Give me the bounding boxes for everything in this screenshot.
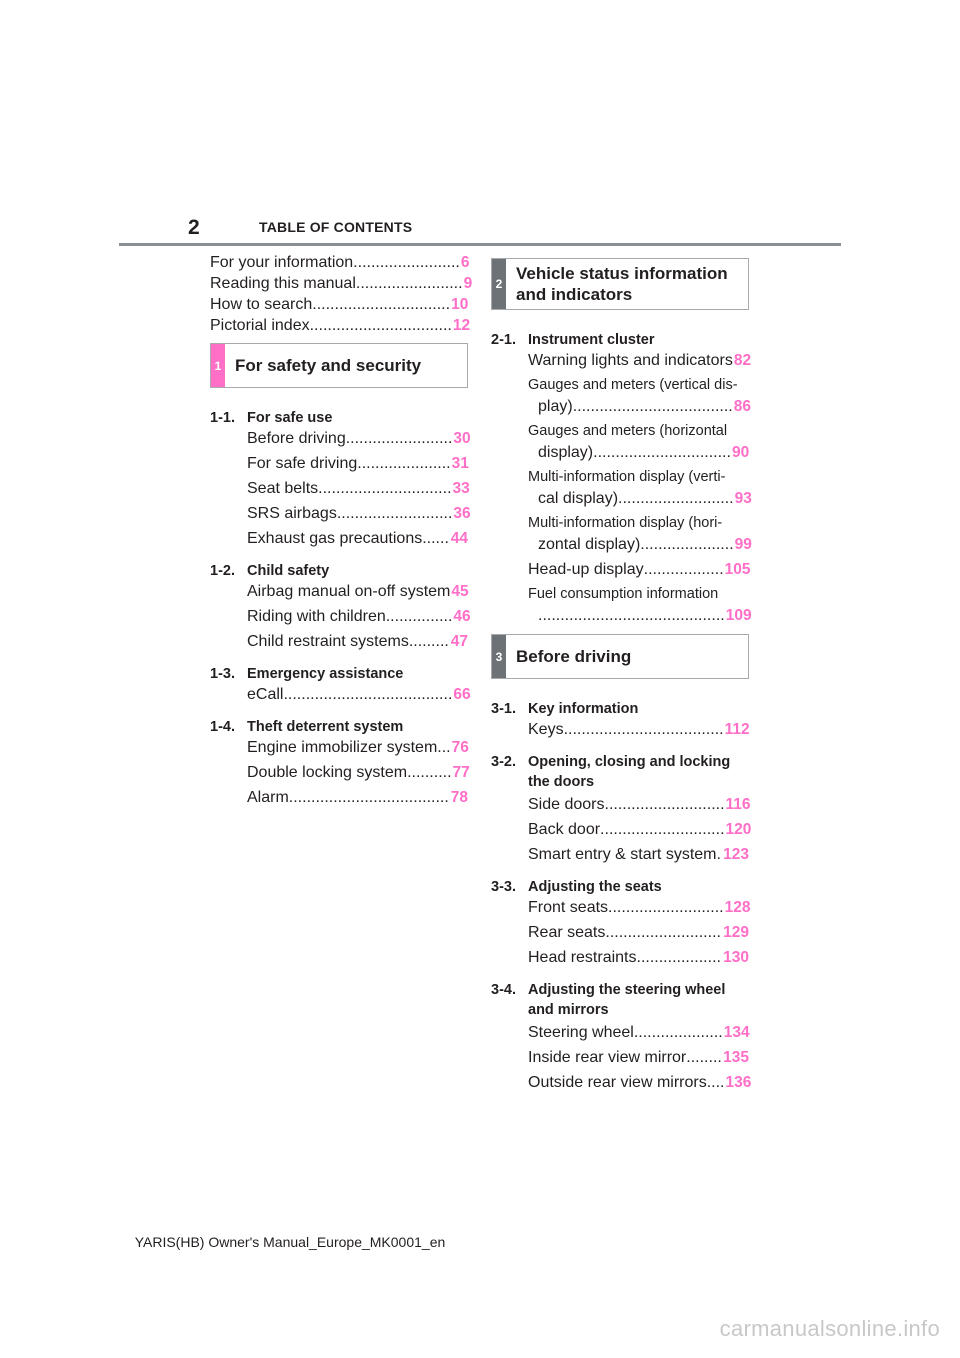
toc-entry[interactable]	[528, 1074, 752, 1095]
toc-entry[interactable]	[247, 530, 468, 551]
toc-leader-dots: ........	[686, 1049, 722, 1066]
toc-page-link[interactable]: 45	[451, 583, 469, 600]
toc-leader-dots: ....................	[633, 1024, 723, 1041]
toc-entry-line[interactable]	[528, 721, 749, 742]
subsection-title: Theft deterrent system	[247, 719, 404, 735]
toc-page-link[interactable]: 6	[460, 254, 470, 271]
toc-entry-line[interactable]	[528, 924, 749, 945]
subsection-number: 2-1.	[491, 332, 516, 348]
subsection-number: 1-2.	[210, 563, 235, 579]
toc-entry-label: Before driving	[247, 430, 346, 447]
toc-entry[interactable]	[247, 455, 468, 476]
toc-leader-dots: .....................	[357, 455, 451, 472]
toc-entry-label: Child restraint systems	[247, 633, 409, 650]
toc-entry[interactable]	[528, 899, 749, 920]
toc-page-link[interactable]: 134	[723, 1024, 750, 1041]
section-header-3	[491, 634, 749, 679]
toc-entry-label-line1: Multi-information display (verti-	[528, 469, 726, 485]
toc-entry-label: zontal display)	[538, 536, 641, 553]
toc-leader-dots: ........................	[355, 275, 463, 292]
toc-leader-dots: ....................................	[572, 398, 733, 415]
toc-page-link[interactable]: 10	[451, 296, 469, 313]
toc-entry-line[interactable]	[247, 583, 468, 604]
toc-entry-line[interactable]	[247, 505, 471, 526]
toc-entry-line[interactable]	[528, 490, 752, 511]
section-tab: 2	[492, 259, 506, 309]
toc-page-link[interactable]: 120	[725, 821, 752, 838]
running-head: TABLE OF CONTENTS	[259, 219, 413, 235]
toc-entry-line[interactable]	[528, 536, 752, 557]
toc-page-link[interactable]: 9	[463, 275, 473, 292]
toc-page-link[interactable]: 30	[453, 430, 471, 447]
toc-entry[interactable]	[528, 949, 749, 970]
toc-leader-dots: .....................	[640, 536, 734, 553]
toc-entry-label: Back door	[528, 821, 601, 838]
toc-entry-line[interactable]	[528, 949, 749, 970]
toc-page-link[interactable]: 93	[734, 490, 752, 507]
toc-entry-line[interactable]	[528, 561, 749, 582]
subsection-number: 1-4.	[210, 719, 235, 735]
toc-entry-line[interactable]	[528, 1074, 752, 1095]
subsection-number: 3-3.	[491, 879, 516, 895]
page-number: 2	[188, 216, 200, 239]
toc-entry-line[interactable]	[528, 821, 752, 842]
front-matter-entry[interactable]	[210, 296, 468, 317]
toc-leader-dots: ...............................	[312, 296, 451, 313]
subsection-title: Adjusting the steering wheel and mirrors	[528, 982, 726, 1018]
toc-page-link[interactable]: 44	[450, 530, 468, 547]
toc-entry-label: Steering wheel	[528, 1024, 634, 1041]
subsection-entries	[528, 1024, 752, 1095]
toc-entry-label: Head-up display	[528, 561, 644, 578]
toc-entry[interactable]	[528, 377, 749, 419]
toc-leader-dots: ........................	[345, 430, 453, 447]
toc-entry-label: Keys	[528, 721, 564, 738]
toc-entry[interactable]	[528, 1024, 749, 1045]
subsection-heading	[210, 664, 468, 686]
subsection-title: Child safety	[247, 563, 330, 579]
subsection-number: 1-3.	[210, 666, 235, 682]
toc-page-link[interactable]: 46	[453, 608, 471, 625]
toc-entry-label: play)	[538, 398, 573, 415]
toc-entry-label: Warning lights and indicators	[528, 352, 733, 369]
toc-entry[interactable]	[528, 515, 752, 557]
toc-entry-line[interactable]	[247, 764, 468, 785]
toc-entry-label: Reading this manual	[210, 275, 356, 292]
toc-entry[interactable]	[247, 686, 471, 707]
subsection-entries	[247, 583, 471, 654]
subsection-title: Opening, closing and locking the doors	[528, 754, 731, 790]
toc-entry-line[interactable]	[528, 899, 749, 920]
toc-entry-line[interactable]	[528, 1049, 749, 1070]
toc-leader-dots: ......	[422, 530, 449, 547]
section-title: Vehicle status information and indicators	[516, 264, 728, 304]
toc-leader-dots: ...........................	[604, 796, 725, 813]
toc-entry-label: Front seats	[528, 899, 609, 916]
toc-entry[interactable]	[528, 352, 752, 373]
subsection-heading	[491, 877, 749, 899]
toc-entry-label-line1: Gauges and meters (vertical dis-	[528, 377, 738, 393]
toc-leader-dots: .........	[408, 633, 449, 650]
toc-page-link[interactable]: 109	[725, 607, 752, 624]
toc-entry-label: Inside rear view mirror	[528, 1049, 687, 1066]
subsection-entries	[247, 739, 468, 810]
right-column	[491, 258, 752, 1099]
toc-entry-line[interactable]	[528, 796, 749, 817]
section-tab: 3	[492, 635, 506, 678]
toc-page-link[interactable]: 128	[724, 899, 751, 916]
toc-entry-line[interactable]	[528, 444, 749, 465]
toc-entry-line[interactable]	[528, 352, 752, 373]
toc-leader-dots: ..........................	[605, 924, 721, 941]
subsection-heading	[491, 699, 749, 721]
toc-entry-line[interactable]	[247, 430, 471, 451]
toc-entry[interactable]	[247, 764, 468, 785]
toc-leader-dots: ................................	[309, 317, 452, 334]
subsection-number: 3-1.	[491, 701, 516, 717]
toc-page-link[interactable]: 82	[733, 352, 752, 369]
toc-leader-dots: ......................................	[283, 686, 453, 703]
watermark: carmanualsonline.info	[719, 1316, 940, 1341]
toc-page-link[interactable]: 12	[452, 317, 471, 334]
toc-leader-dots: .	[716, 846, 721, 863]
toc-entry[interactable]	[247, 583, 468, 604]
toc-entry-label: eCall	[247, 686, 284, 703]
toc-page-link[interactable]: 36	[453, 505, 471, 522]
toc-leader-dots: ..........................	[608, 899, 724, 916]
subsection-heading	[491, 330, 749, 352]
toc-entry-label: Head restraints	[528, 949, 637, 966]
toc-entry[interactable]	[528, 796, 749, 817]
toc-entry-label: Double locking system	[247, 764, 408, 781]
toc-entry[interactable]	[528, 924, 749, 945]
toc-leader-dots: ..............................	[318, 480, 452, 497]
toc-entry[interactable]	[528, 821, 752, 842]
toc-leader-dots: ..........................................	[538, 607, 725, 624]
toc-entry-label-line1: Fuel consumption information	[528, 586, 719, 602]
section-title: For safety and security	[235, 356, 422, 375]
toc-entry-label: Alarm	[247, 789, 289, 806]
section-header-2	[491, 258, 749, 310]
subsection-heading	[491, 752, 749, 792]
toc-entry-label: SRS airbags	[247, 505, 337, 522]
toc-page-link[interactable]: 86	[733, 398, 751, 415]
subsection-title: Instrument cluster	[528, 332, 655, 348]
toc-page-link[interactable]: 90	[731, 444, 750, 461]
subsection-entries	[247, 686, 471, 707]
header-rule	[119, 243, 841, 246]
toc-page-link[interactable]: 123	[723, 846, 749, 863]
toc-leader-dots: ....................................	[563, 721, 724, 738]
subsection-number: 3-4.	[491, 982, 516, 998]
toc-leader-dots: ..........................	[336, 505, 453, 522]
toc-entry-line[interactable]	[247, 739, 468, 760]
toc-leader-dots: ...................	[636, 949, 721, 966]
subsection-entries	[528, 899, 749, 970]
toc-page-link[interactable]: 33	[452, 480, 470, 497]
toc-page-link[interactable]: 76	[451, 739, 469, 756]
toc-page-link[interactable]: 130	[723, 949, 749, 966]
subsection-title: Emergency assistance	[247, 666, 404, 682]
toc-entry[interactable]	[528, 469, 752, 511]
toc-leader-dots: ........................	[353, 254, 460, 271]
toc-page-link[interactable]: 99	[734, 536, 752, 553]
toc-leader-dots: ..........................	[618, 490, 734, 507]
subsection-entries	[528, 721, 749, 742]
subsection-number: 3-2.	[491, 754, 516, 770]
toc-page-link[interactable]: 66	[453, 686, 471, 703]
subsection-heading	[210, 408, 468, 430]
toc-page-link[interactable]: 31	[451, 455, 469, 472]
toc-entry-line[interactable]	[247, 480, 468, 501]
toc-entry[interactable]	[528, 1049, 749, 1070]
toc-page-link[interactable]: 135	[723, 1049, 749, 1066]
toc-entry[interactable]	[528, 561, 749, 582]
subsection-number: 1-1.	[210, 410, 235, 426]
toc-entry[interactable]	[247, 739, 468, 760]
toc-entry-label: For safe driving	[247, 455, 358, 472]
toc-entry-line[interactable]	[247, 633, 468, 654]
toc-entry-line[interactable]	[247, 686, 471, 707]
toc-leader-dots: ...............................	[593, 444, 731, 461]
toc-entry-label-line1: Multi-information display (hori-	[528, 515, 723, 531]
toc-entry-label: display)	[538, 444, 594, 461]
toc-entry-label: For your information	[210, 254, 354, 271]
section-title: Before driving	[516, 647, 632, 666]
subsection-entries	[247, 430, 471, 551]
subsection-title: For safe use	[247, 410, 333, 426]
toc-entry[interactable]	[247, 480, 468, 501]
toc-page-link[interactable]: 77	[452, 764, 470, 781]
front-matter-entry[interactable]	[210, 317, 471, 338]
footer-text: YARIS(HB) Owner's Manual_Europe_MK0001_en	[134, 1234, 446, 1250]
section-header-1	[210, 343, 468, 388]
toc-entry-line[interactable]	[528, 1024, 749, 1045]
toc-entry-label: Exhaust gas precautions	[247, 530, 423, 547]
toc-entry-label: cal display)	[538, 490, 619, 507]
toc-entry-label: Engine immobilizer system	[247, 739, 438, 756]
toc-entry-label: Seat belts	[247, 480, 319, 497]
toc-entry[interactable]	[247, 789, 468, 810]
toc-leader-dots: ............................	[600, 821, 725, 838]
subsection-entries	[528, 352, 752, 628]
front-matter-list	[210, 254, 473, 338]
toc-entry-line[interactable]	[528, 846, 749, 867]
toc-entry[interactable]	[528, 423, 749, 465]
toc-entry-label: Riding with children	[247, 608, 386, 625]
toc-page-link[interactable]: 136	[725, 1074, 752, 1091]
toc-entry[interactable]	[247, 430, 471, 451]
footer	[0, 1234, 960, 1250]
subsection-title: Adjusting the seats	[528, 879, 662, 895]
front-matter-entry[interactable]	[210, 254, 468, 275]
toc-entry[interactable]	[528, 846, 749, 867]
left-column	[210, 254, 473, 814]
subsection-entries	[528, 796, 752, 867]
front-matter-entry[interactable]	[210, 275, 473, 296]
toc-entry[interactable]	[528, 586, 752, 628]
toc-entry[interactable]	[528, 721, 749, 742]
toc-entry-label: Outside rear view mirrors	[528, 1074, 707, 1091]
toc-leader-dots: ..................	[643, 561, 724, 578]
toc-entry-line[interactable]	[247, 608, 471, 629]
section-tab: 1	[211, 344, 225, 387]
toc-entry-line[interactable]	[247, 455, 468, 476]
toc-leader-dots: ...............	[385, 608, 453, 625]
toc-entry-line[interactable]	[247, 530, 468, 551]
subsection-heading	[210, 561, 468, 583]
toc-entry-line[interactable]	[528, 607, 752, 628]
toc-entry-line[interactable]	[528, 398, 749, 419]
toc-entry[interactable]	[247, 633, 468, 654]
subsection-title: Key information	[528, 701, 639, 717]
subsection-heading	[491, 980, 749, 1020]
toc-entry-label: Pictorial index	[210, 317, 310, 334]
toc-page-link[interactable]: 129	[723, 924, 749, 941]
subsection-heading	[210, 717, 468, 739]
toc-entry-label: Airbag manual on-off system	[247, 583, 451, 600]
toc-entry-line[interactable]	[247, 789, 468, 810]
toc-page-link[interactable]: 78	[450, 789, 468, 806]
toc-page-link[interactable]: 112	[724, 721, 750, 738]
toc-page-link[interactable]: 116	[725, 796, 751, 813]
toc-page-link[interactable]: 47	[450, 633, 468, 650]
toc-leader-dots: ..........	[407, 764, 452, 781]
toc-leader-dots: ....	[706, 1074, 725, 1091]
toc-entry-label: Smart entry & start system	[528, 846, 717, 863]
toc-entry-label: How to search	[210, 296, 313, 313]
toc-entry[interactable]	[247, 505, 471, 526]
toc-entry[interactable]	[247, 608, 471, 629]
toc-leader-dots: ....................................	[288, 789, 449, 806]
toc-page-link[interactable]: 105	[724, 561, 751, 578]
toc-leader-dots: ...	[437, 739, 451, 756]
toc-entry-label-line1: Gauges and meters (horizontal	[528, 423, 728, 439]
toc-entry-label: Side doors	[528, 796, 605, 813]
toc-entry-label: Rear seats	[528, 924, 606, 941]
